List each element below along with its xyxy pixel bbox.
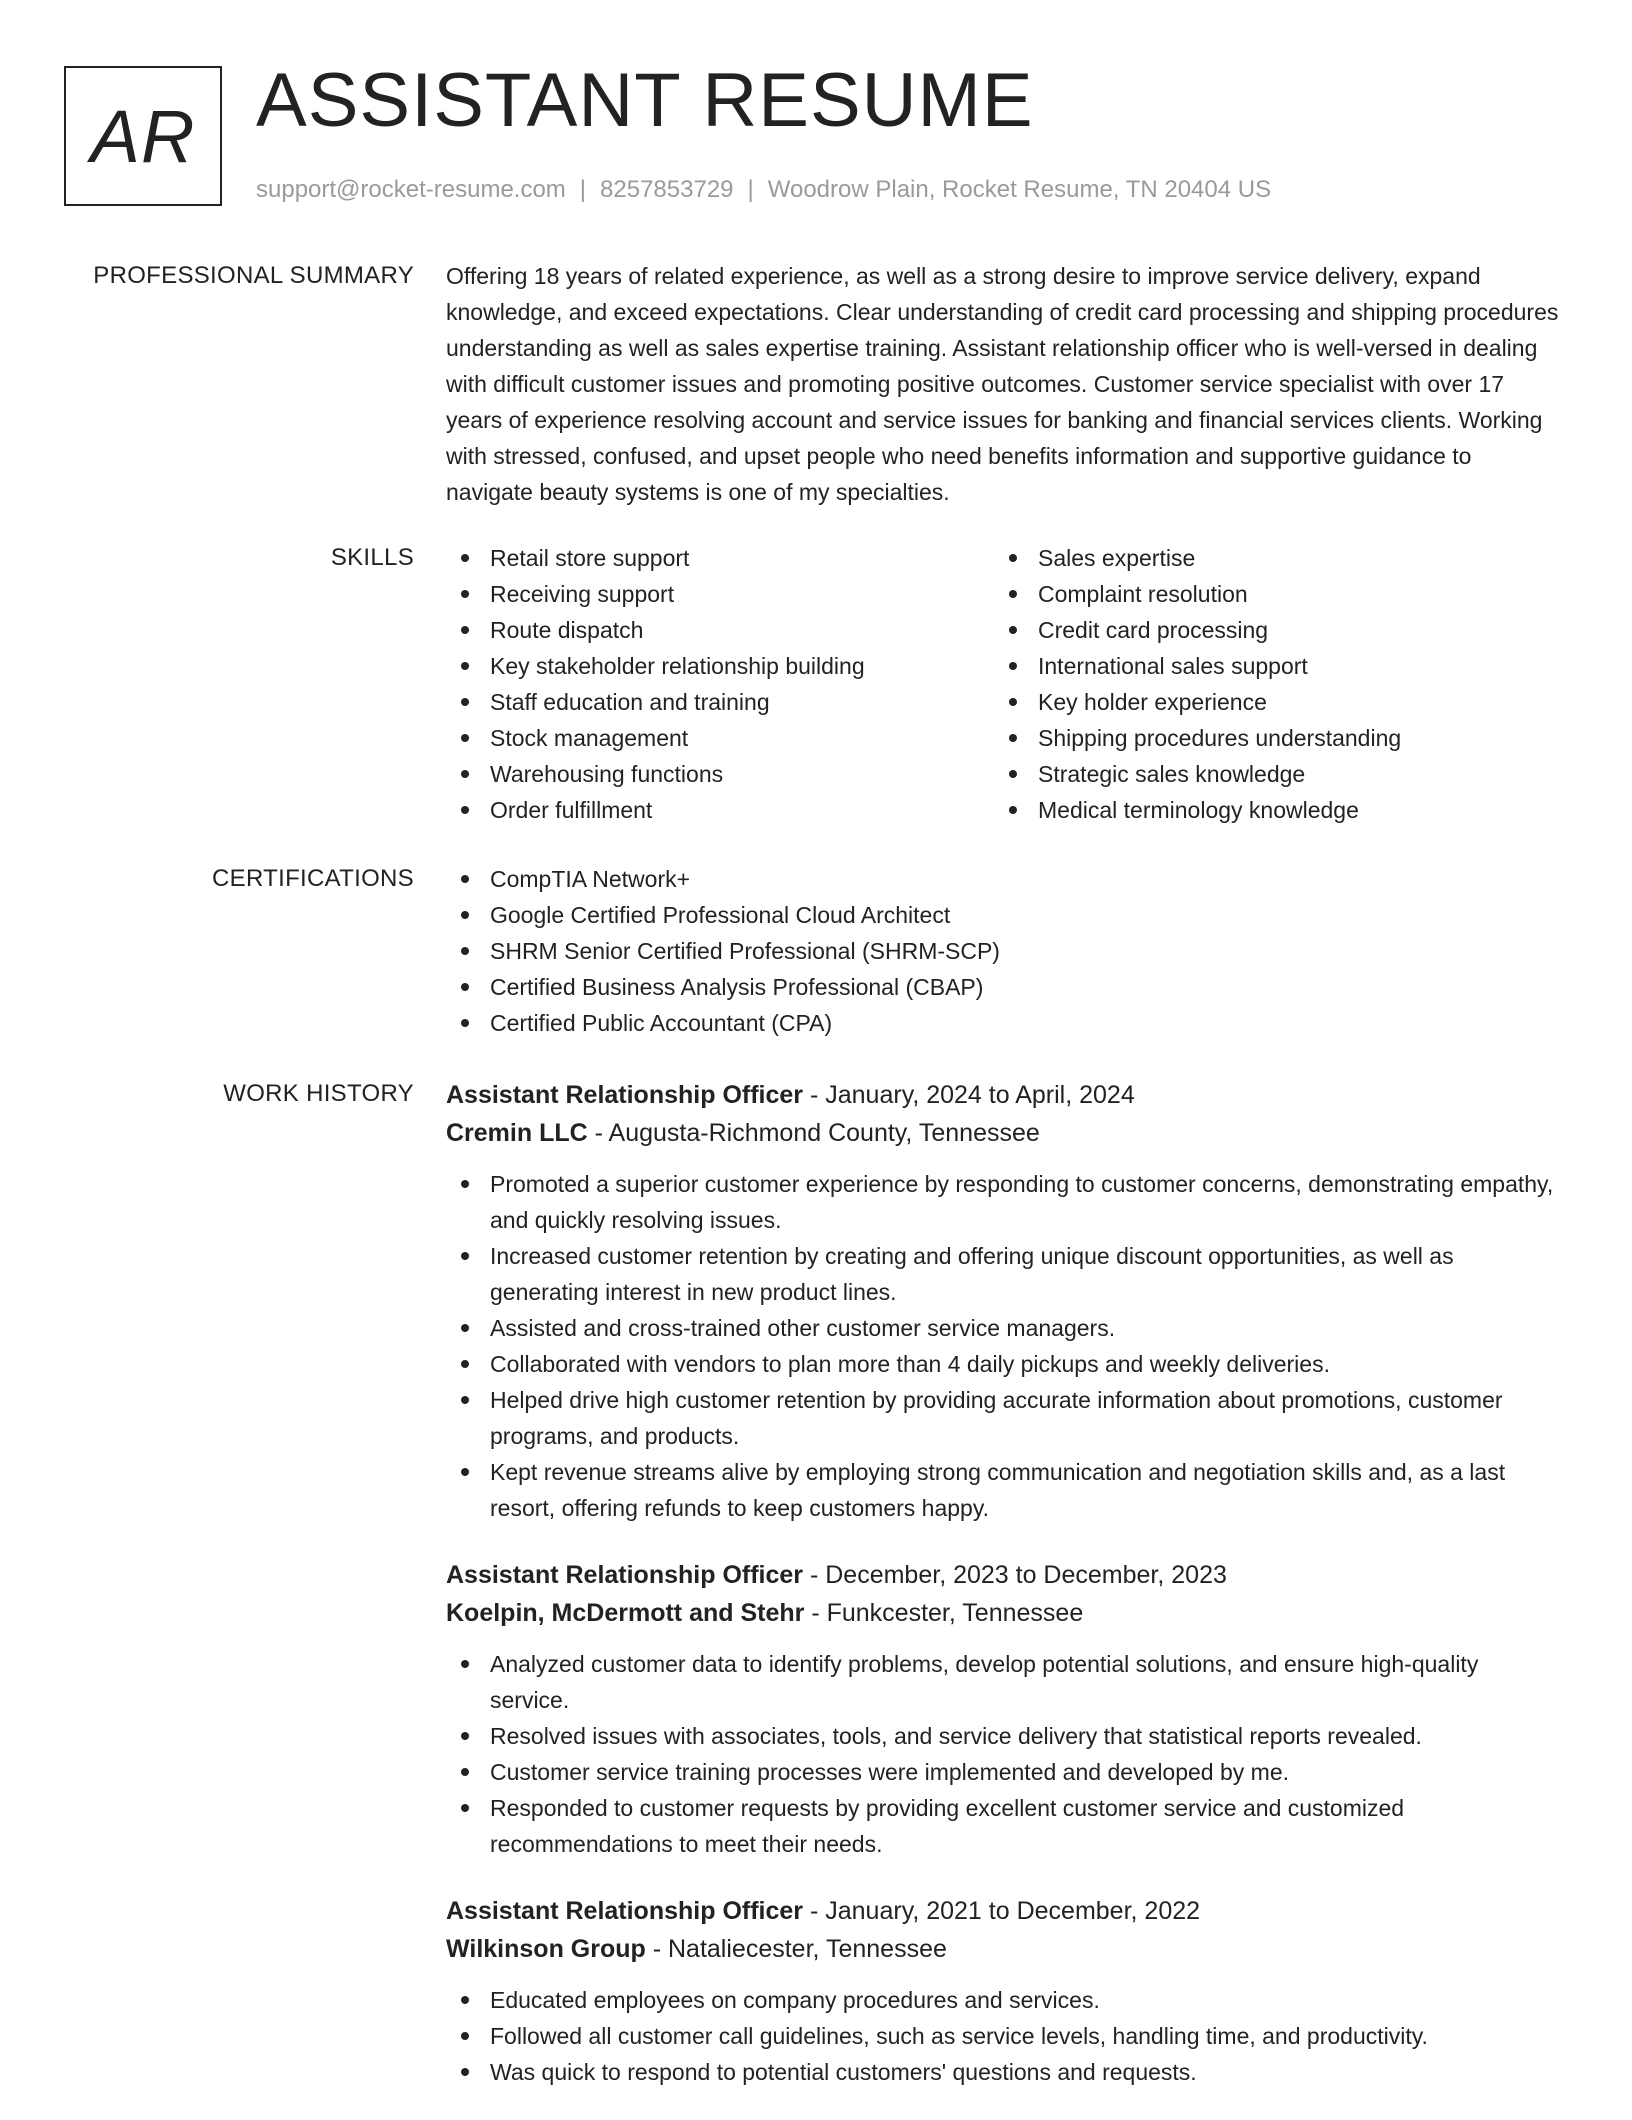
work-history-body	[446, 1076, 1560, 2120]
bullet-dot	[461, 626, 469, 634]
certification-item	[446, 969, 1560, 1005]
job-title: Assistant Relationship Officer	[446, 1897, 804, 1925]
job-company-line	[446, 1114, 1560, 1152]
bullet-dot	[461, 2032, 469, 2040]
skill-label: Key stakeholder relationship building	[490, 653, 865, 679]
bullet-dot	[461, 1252, 469, 1260]
skill-item	[446, 792, 994, 828]
job-bullet-text: Educated employees on company procedures and services.	[490, 1987, 1100, 2013]
job-bullet	[446, 1382, 1560, 1454]
bullet-dot	[461, 875, 469, 883]
bullet-dot	[1009, 698, 1017, 706]
job-dates: - December, 2023 to December, 2023	[803, 1561, 1227, 1589]
job-entry	[446, 1556, 1560, 1862]
job-title-line	[446, 1892, 1560, 1930]
skill-label: Complaint resolution	[1038, 581, 1248, 607]
skill-item	[994, 720, 1542, 756]
job-title: Assistant Relationship Officer	[446, 1081, 804, 1109]
section-label-certifications: CERTIFICATIONS	[212, 865, 414, 892]
job-company-line	[446, 1594, 1560, 1632]
bullet-dot	[461, 698, 469, 706]
job-bullet-text: Assisted and cross-trained other customer service managers.	[490, 1315, 1116, 1341]
bullet-dot	[1009, 770, 1017, 778]
bullet-dot	[461, 983, 469, 991]
section-label-skills: SKILLS	[330, 544, 414, 571]
job-bullet	[446, 1238, 1560, 1310]
job-bullet-text: Collaborated with vendors to plan more than 4 daily pickups and weekly deliveries.	[490, 1351, 1330, 1377]
job-bullet-text: Followed all customer call guidelines, such as service levels, handling time, and productivity.	[490, 2023, 1428, 2049]
job-bullet-text: Kept revenue streams alive by employing strong communication and negotiation skills and, as a last resort, offering refunds to keep customers happy.	[490, 1459, 1506, 1521]
bullet-dot	[461, 2068, 469, 2076]
bullet-dot	[1009, 734, 1017, 742]
certifications-body	[446, 861, 1560, 1041]
monogram-logo	[64, 66, 222, 206]
certification-item	[446, 1005, 1560, 1041]
skill-item	[446, 576, 994, 612]
skill-label: Shipping procedures understanding	[1038, 725, 1402, 751]
contact-address: Woodrow Plain, Rocket Resume, TN 20404 US	[767, 176, 1272, 203]
summary-text: Offering 18 years of related experience, as well as a strong desire to improve service delivery, expand knowledge, and exceed expectations. Clear understanding of credit card processing and shipping procedures understanding as well as sales expertise training. Assistant relationship officer who is well-versed in dealing with difficult customer issues and promoting positive outcomes. Customer service specialist with over 17 years of experience resolving account and service issues for banking and financial services clients. Working with stressed, confused, and upset people who need benefits information and supportive guidance to navigate beauty systems is one of my specialties.	[446, 263, 1559, 505]
skill-item	[446, 540, 994, 576]
skill-item	[994, 540, 1542, 576]
job-location: - Funkcester, Tennessee	[804, 1599, 1084, 1627]
job-location: - Nataliecester, Tennessee	[645, 1935, 947, 1963]
job-bullets	[446, 1166, 1560, 1526]
skill-label: Strategic sales knowledge	[1038, 761, 1306, 787]
skill-label: Sales expertise	[1038, 545, 1196, 571]
job-bullet	[446, 1166, 1560, 1238]
skills-body	[446, 540, 1560, 828]
certification-label: Certified Public Accountant (CPA)	[490, 1010, 833, 1036]
job-company: Wilkinson Group	[446, 1935, 646, 1963]
bullet-dot	[461, 1324, 469, 1332]
skill-label: Key holder experience	[1038, 689, 1267, 715]
job-bullet	[446, 1790, 1560, 1862]
skill-label: International sales support	[1038, 653, 1308, 679]
monogram-initials: AR	[90, 94, 196, 178]
contact-phone[interactable]: 8257853729	[600, 176, 734, 203]
skill-item	[446, 684, 994, 720]
section-label-work-history: WORK HISTORY	[223, 1080, 414, 1107]
skill-label: Retail store support	[490, 545, 690, 571]
job-bullet	[446, 1310, 1560, 1346]
job-bullet-text: Increased customer retention by creating and offering unique discount opportunities, as well as generating interest in new product lines.	[490, 1243, 1454, 1305]
bullet-dot	[461, 947, 469, 955]
job-bullet	[446, 1754, 1560, 1790]
summary-body	[446, 258, 1560, 510]
bullet-dot	[461, 1660, 469, 1668]
bullet-dot	[1009, 806, 1017, 814]
job-title: Assistant Relationship Officer	[446, 1561, 804, 1589]
skill-label: Order fulfillment	[490, 797, 653, 823]
job-bullet-text: Was quick to respond to potential customers' questions and requests.	[490, 2059, 1197, 2085]
skill-label: Receiving support	[490, 581, 675, 607]
skills-list-left	[446, 540, 994, 828]
skill-item	[994, 576, 1542, 612]
skill-label: Credit card processing	[1038, 617, 1269, 643]
skill-item	[446, 612, 994, 648]
job-bullet-text: Responded to customer requests by providing excellent customer service and customized recommendations to meet their needs.	[490, 1795, 1405, 1857]
skills-list-right	[994, 540, 1542, 828]
job-bullet-text: Customer service training processes were implemented and developed by me.	[490, 1759, 1290, 1785]
job-company: Koelpin, McDermott and Stehr	[446, 1599, 805, 1627]
job-bullet	[446, 1646, 1560, 1718]
skill-item	[994, 612, 1542, 648]
certification-label: Certified Business Analysis Professional (CBAP)	[490, 974, 984, 1000]
certification-item	[446, 933, 1560, 969]
job-company: Cremin LLC	[446, 1119, 588, 1147]
job-location: - Augusta-Richmond County, Tennessee	[587, 1119, 1040, 1147]
skill-label: Staff education and training	[490, 689, 770, 715]
job-bullet-text: Resolved issues with associates, tools, and service delivery that statistical reports revealed.	[490, 1723, 1422, 1749]
job-bullet	[446, 1718, 1560, 1754]
bullet-dot	[461, 806, 469, 814]
skill-item	[994, 684, 1542, 720]
bullet-dot	[461, 770, 469, 778]
bullet-dot	[461, 1732, 469, 1740]
skill-label: Medical terminology knowledge	[1038, 797, 1359, 823]
certifications-list	[446, 861, 1560, 1041]
bullet-dot	[1009, 626, 1017, 634]
contact-separator: |	[579, 176, 587, 203]
bullet-dot	[461, 1396, 469, 1404]
certification-label: CompTIA Network+	[490, 866, 691, 892]
job-bullet	[446, 1454, 1560, 1526]
bullet-dot	[461, 1360, 469, 1368]
bullet-dot	[461, 662, 469, 670]
skill-item	[446, 756, 994, 792]
job-bullet-text: Analyzed customer data to identify problems, develop potential solutions, and ensure high-quality service.	[490, 1651, 1479, 1713]
bullet-dot	[461, 554, 469, 562]
skill-label: Warehousing functions	[490, 761, 724, 787]
certification-item	[446, 861, 1560, 897]
skill-item	[446, 720, 994, 756]
job-title-line	[446, 1556, 1560, 1594]
job-bullet	[446, 2018, 1560, 2054]
bullet-dot	[461, 1804, 469, 1812]
bullet-dot	[1009, 662, 1017, 670]
job-bullet	[446, 1346, 1560, 1382]
job-bullet-text: Helped drive high customer retention by providing accurate information about promotions, customer programs, and products.	[490, 1387, 1503, 1449]
skill-item	[446, 648, 994, 684]
job-title-line	[446, 1076, 1560, 1114]
job-bullet	[446, 2054, 1560, 2090]
certification-label: Google Certified Professional Cloud Architect	[490, 902, 951, 928]
bullet-dot	[461, 590, 469, 598]
bullet-dot	[1009, 590, 1017, 598]
bullet-dot	[461, 1180, 469, 1188]
bullet-dot	[461, 911, 469, 919]
skill-item	[994, 792, 1542, 828]
job-entry	[446, 1892, 1560, 2090]
job-dates: - January, 2024 to April, 2024	[803, 1081, 1135, 1109]
job-bullets	[446, 1982, 1560, 2090]
bullet-dot	[1009, 554, 1017, 562]
skill-item	[994, 648, 1542, 684]
skill-label: Route dispatch	[490, 617, 644, 643]
bullet-dot	[461, 1468, 469, 1476]
job-company-line	[446, 1930, 1560, 1968]
resume-title: ASSISTANT RESUME	[256, 58, 1034, 143]
job-bullet	[446, 1982, 1560, 2018]
certification-label: SHRM Senior Certified Professional (SHRM-SCP)	[490, 938, 1000, 964]
job-entry	[446, 1076, 1560, 1526]
job-dates: - January, 2021 to December, 2022	[803, 1897, 1201, 1925]
job-bullets	[446, 1646, 1560, 1862]
bullet-dot	[461, 1019, 469, 1027]
bullet-dot	[461, 1996, 469, 2004]
bullet-dot	[461, 734, 469, 742]
certification-item	[446, 897, 1560, 933]
contact-email[interactable]: support@rocket-resume.com	[256, 176, 566, 203]
contact-line	[256, 174, 1271, 206]
job-bullet-text: Promoted a superior customer experience by responding to customer concerns, demonstrating empathy, and quickly resolving issues.	[490, 1171, 1554, 1233]
bullet-dot	[461, 1768, 469, 1776]
section-label-summary: PROFESSIONAL SUMMARY	[93, 262, 414, 289]
contact-separator: |	[747, 176, 754, 203]
skill-label: Stock management	[490, 725, 689, 751]
skill-item	[994, 756, 1542, 792]
